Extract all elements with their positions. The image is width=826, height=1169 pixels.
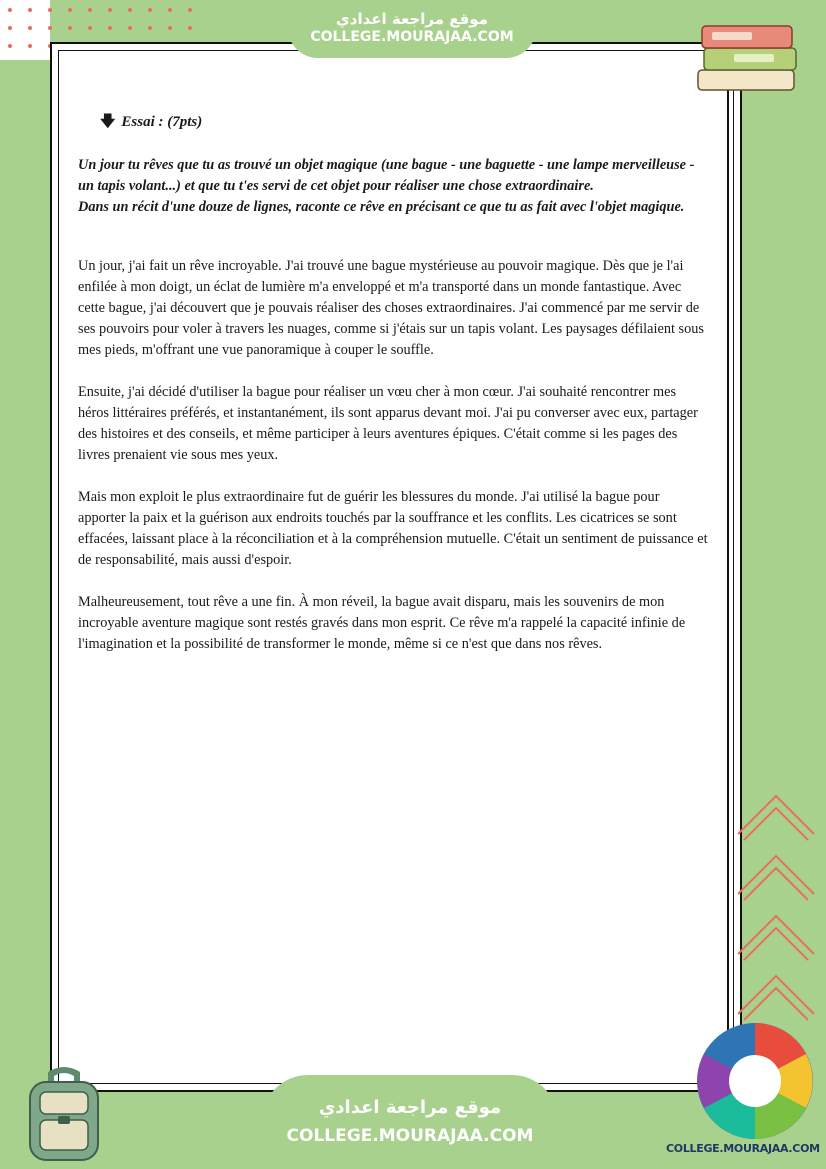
site-logo-text[interactable]: COLLEGE.MOURAJAA.COM <box>666 1142 820 1155</box>
top-banner[interactable] <box>288 0 536 58</box>
essay-paragraph-1: Un jour, j'ai fait un rêve incroyable. J'ai trouvé une bague mystérieuse au pouvoir magique. Dès que je l'ai enfilée à mon doigt, un éclat de lumière m'a enveloppé et m'a transporté dans un monde fantastique. Avec cette bague, j'ai découvert que je pouvais réaliser des choses extraordinaires. J'ai commencé par me servir de ses pouvoirs pour voler à travers les nuages, comme si j'étais sur un tapis volant. Les paysages défilaient sous mes pieds, m'offrant une vue panoramique à couper le souffle. <box>78 258 704 358</box>
top-banner-domain: COLLEGE.MOURAJAA.COM <box>310 29 514 45</box>
essay-paragraph-3: Mais mon exploit le plus extraordinaire fut de guérir les blessures du monde. J'ai utilisé la bague pour apporter la paix et la guérison aux endroits touchés par la souffrance et les conflits. Les cicatrices se sont effacées, laissant place à la réconciliation et à la compréhension mutuelle. C'était un sentiment de puissance et de responsabilité, mais aussi d'espoir. <box>78 489 708 568</box>
books-icon <box>694 10 804 94</box>
top-banner-arabic: موقع مراجعة اعدادي <box>336 10 488 28</box>
page-right-rule <box>727 48 729 1088</box>
document-content <box>78 112 710 676</box>
arrow-down-icon: 🡇 <box>100 114 116 130</box>
chevrons-decoration <box>734 790 818 1030</box>
essay-title-text: Essai : (7pts) <box>121 114 203 130</box>
essay-paragraph-2: Ensuite, j'ai décidé d'utiliser la bague pour réaliser un vœu cher à mon cœur. J'ai souhaité rencontrer mes héros littéraires préférés, et instantanément, ils sont apparus devant moi. J'ai pu converser avec eux, partager des histoires et des conseils, et même participer à leurs aventures épiques. C'était comme si les pages des livres prenaient vie sous mes yeux. <box>78 384 698 463</box>
bottom-banner-arabic: موقع مراجعة اعدادي <box>318 1097 502 1118</box>
essay-prompt-line-1: Un jour tu rêves que tu as trouvé un objet magique (une bague - une baguette - une lampe merveilleuse - un tapis volant...) et que tu t'es servi de cet objet pour réaliser une chose extraordinaire. <box>78 157 695 194</box>
bottom-banner-domain: COLLEGE.MOURAJAA.COM <box>286 1126 534 1146</box>
essay-paragraph-4: Malheureusement, tout rêve a une fin. À mon réveil, la bague avait disparu, mais les souvenirs de mon incroyable aventure magique sont restés gravés dans mon esprit. Ce rêve m'a rappelé la capacité infinie de l'imagination et la possibilité de transformer le monde, même si ce n'est que dans nos rêves. <box>78 594 686 652</box>
backpack-icon <box>14 1062 114 1162</box>
bottom-banner[interactable] <box>262 1075 558 1169</box>
essay-heading <box>100 112 710 133</box>
essay-prompt-line-2: Dans un récit d'une douze de lignes, raconte ce rêve en précisant ce que tu as fait avec l'objet magique. <box>78 199 685 215</box>
subjects-wheel-icon <box>694 1020 816 1142</box>
